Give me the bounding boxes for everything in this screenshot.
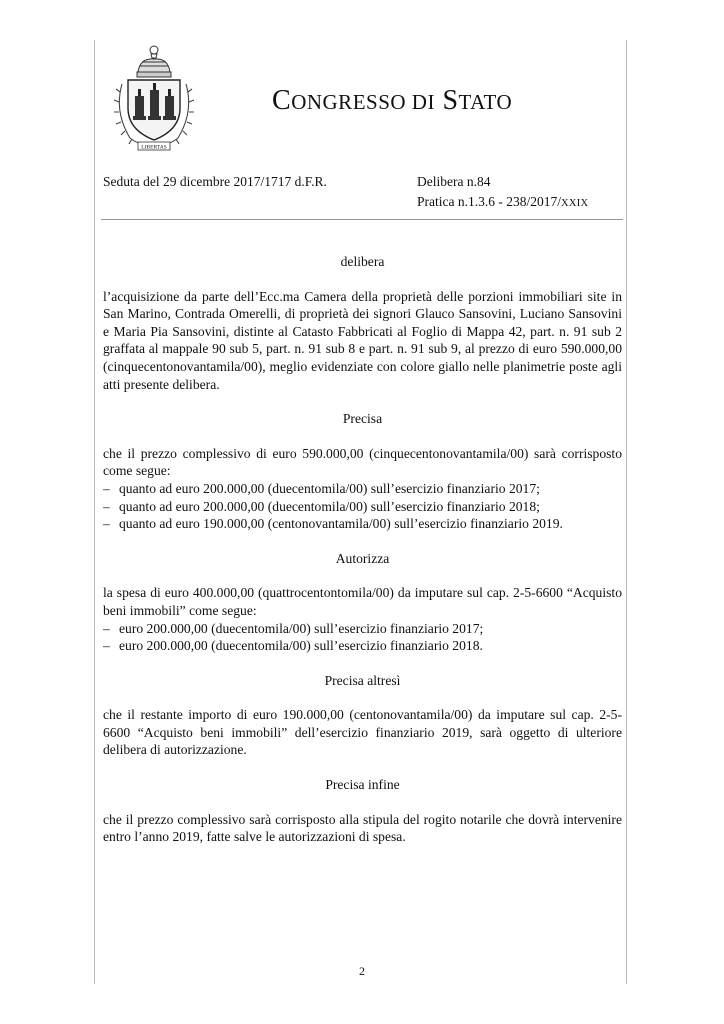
paragraph-spesa: la spesa di euro 400.000,00 (quattrocentontomila/00) da imputare sul cap. 2-5-6600 “Acquisto beni immobili” come segue: xyxy=(103,585,622,618)
paragraph-acquisizione: l’acquisizione da parte dell’Ecc.ma Camera della proprietà delle porzioni immobiliari site in San Marino, Contrada Omerelli, di proprietà dei signori Glauco Sansovini, Luciano Sansovini e Maria Pia Sansovini, distinte al Catasto Fabbricati al Foglio di Mappa 42, part. n. 91 sub 2 graffata al mappale 90 sub 5, part. n. 91 sub 8 e part. n. 91 sub 9, al prezzo di euro 590.000,00 (cinquecentonovantamila/00), meglio evidenziate con colore giallo nelle planimetrie poste agli atti presente delibera. xyxy=(103,288,622,392)
left-margin-line xyxy=(94,40,95,984)
section-heading-autorizza: Autorizza xyxy=(335,550,390,566)
right-margin-line xyxy=(626,40,627,984)
spending-list xyxy=(103,620,622,655)
paragraph-restante-importo: che il restante importo di euro 190.000,00 (centonovantamila/00) da imputare sul cap. 2-5-6600 “Acquisto beni immobili” dell’esercizio finanziario 2019, sarà oggetto di ulteriore delibera di autorizzazione. xyxy=(103,707,622,758)
list-item: – quanto ad euro 200.000,00 (duecentomila/00) sull’esercizio finanziario 2017; xyxy=(103,480,540,496)
pratica-number: Pratica n.1.3.6 - 238/2017/XXIX xyxy=(417,194,589,209)
page-number: 2 xyxy=(359,964,365,978)
header-divider xyxy=(101,219,623,220)
paragraph-rogito: che il prezzo complessivo sarà corrisposto alla stipula del rogito notarile che dovrà intervenire entro l’anno 2019, fatte salve le autorizzazioni di spesa. xyxy=(103,811,622,845)
san-marino-emblem xyxy=(110,42,198,152)
list-item: – quanto ad euro 200.000,00 (duecentomila/00) sull’esercizio finanziario 2018; xyxy=(103,498,540,514)
session-date: Seduta del 29 dicembre 2017/1717 d.F.R. xyxy=(103,174,327,189)
document-title: CONGRESSO DI STATO xyxy=(272,85,513,116)
section-heading-delibera: delibera xyxy=(340,254,385,269)
list-item: – euro 200.000,00 (duecentomila/00) sull’esercizio finanziario 2017; xyxy=(103,620,484,636)
document-body xyxy=(103,253,622,846)
svg-text:LIBERTAS: LIBERTAS xyxy=(141,144,167,151)
list-item: – quanto ad euro 190.000,00 (centonovantamila/00) sull’esercizio finanziario 2019. xyxy=(103,516,563,532)
section-heading-precisa-infine: Precisa infine xyxy=(325,777,400,793)
payment-schedule-list xyxy=(103,480,622,533)
paragraph-prezzo: che il prezzo complessivo di euro 590.000,00 (cinquecentonovantamila/00) sarà corrisposto come segue: xyxy=(103,445,622,479)
section-heading-precisa: Precisa xyxy=(342,411,383,427)
delibera-number: Delibera n.84 xyxy=(417,174,491,189)
section-heading-precisa-altresi: Precisa altresì xyxy=(324,672,401,688)
list-item: – euro 200.000,00 (duecentomila/00) sull’esercizio finanziario 2018. xyxy=(103,638,483,654)
